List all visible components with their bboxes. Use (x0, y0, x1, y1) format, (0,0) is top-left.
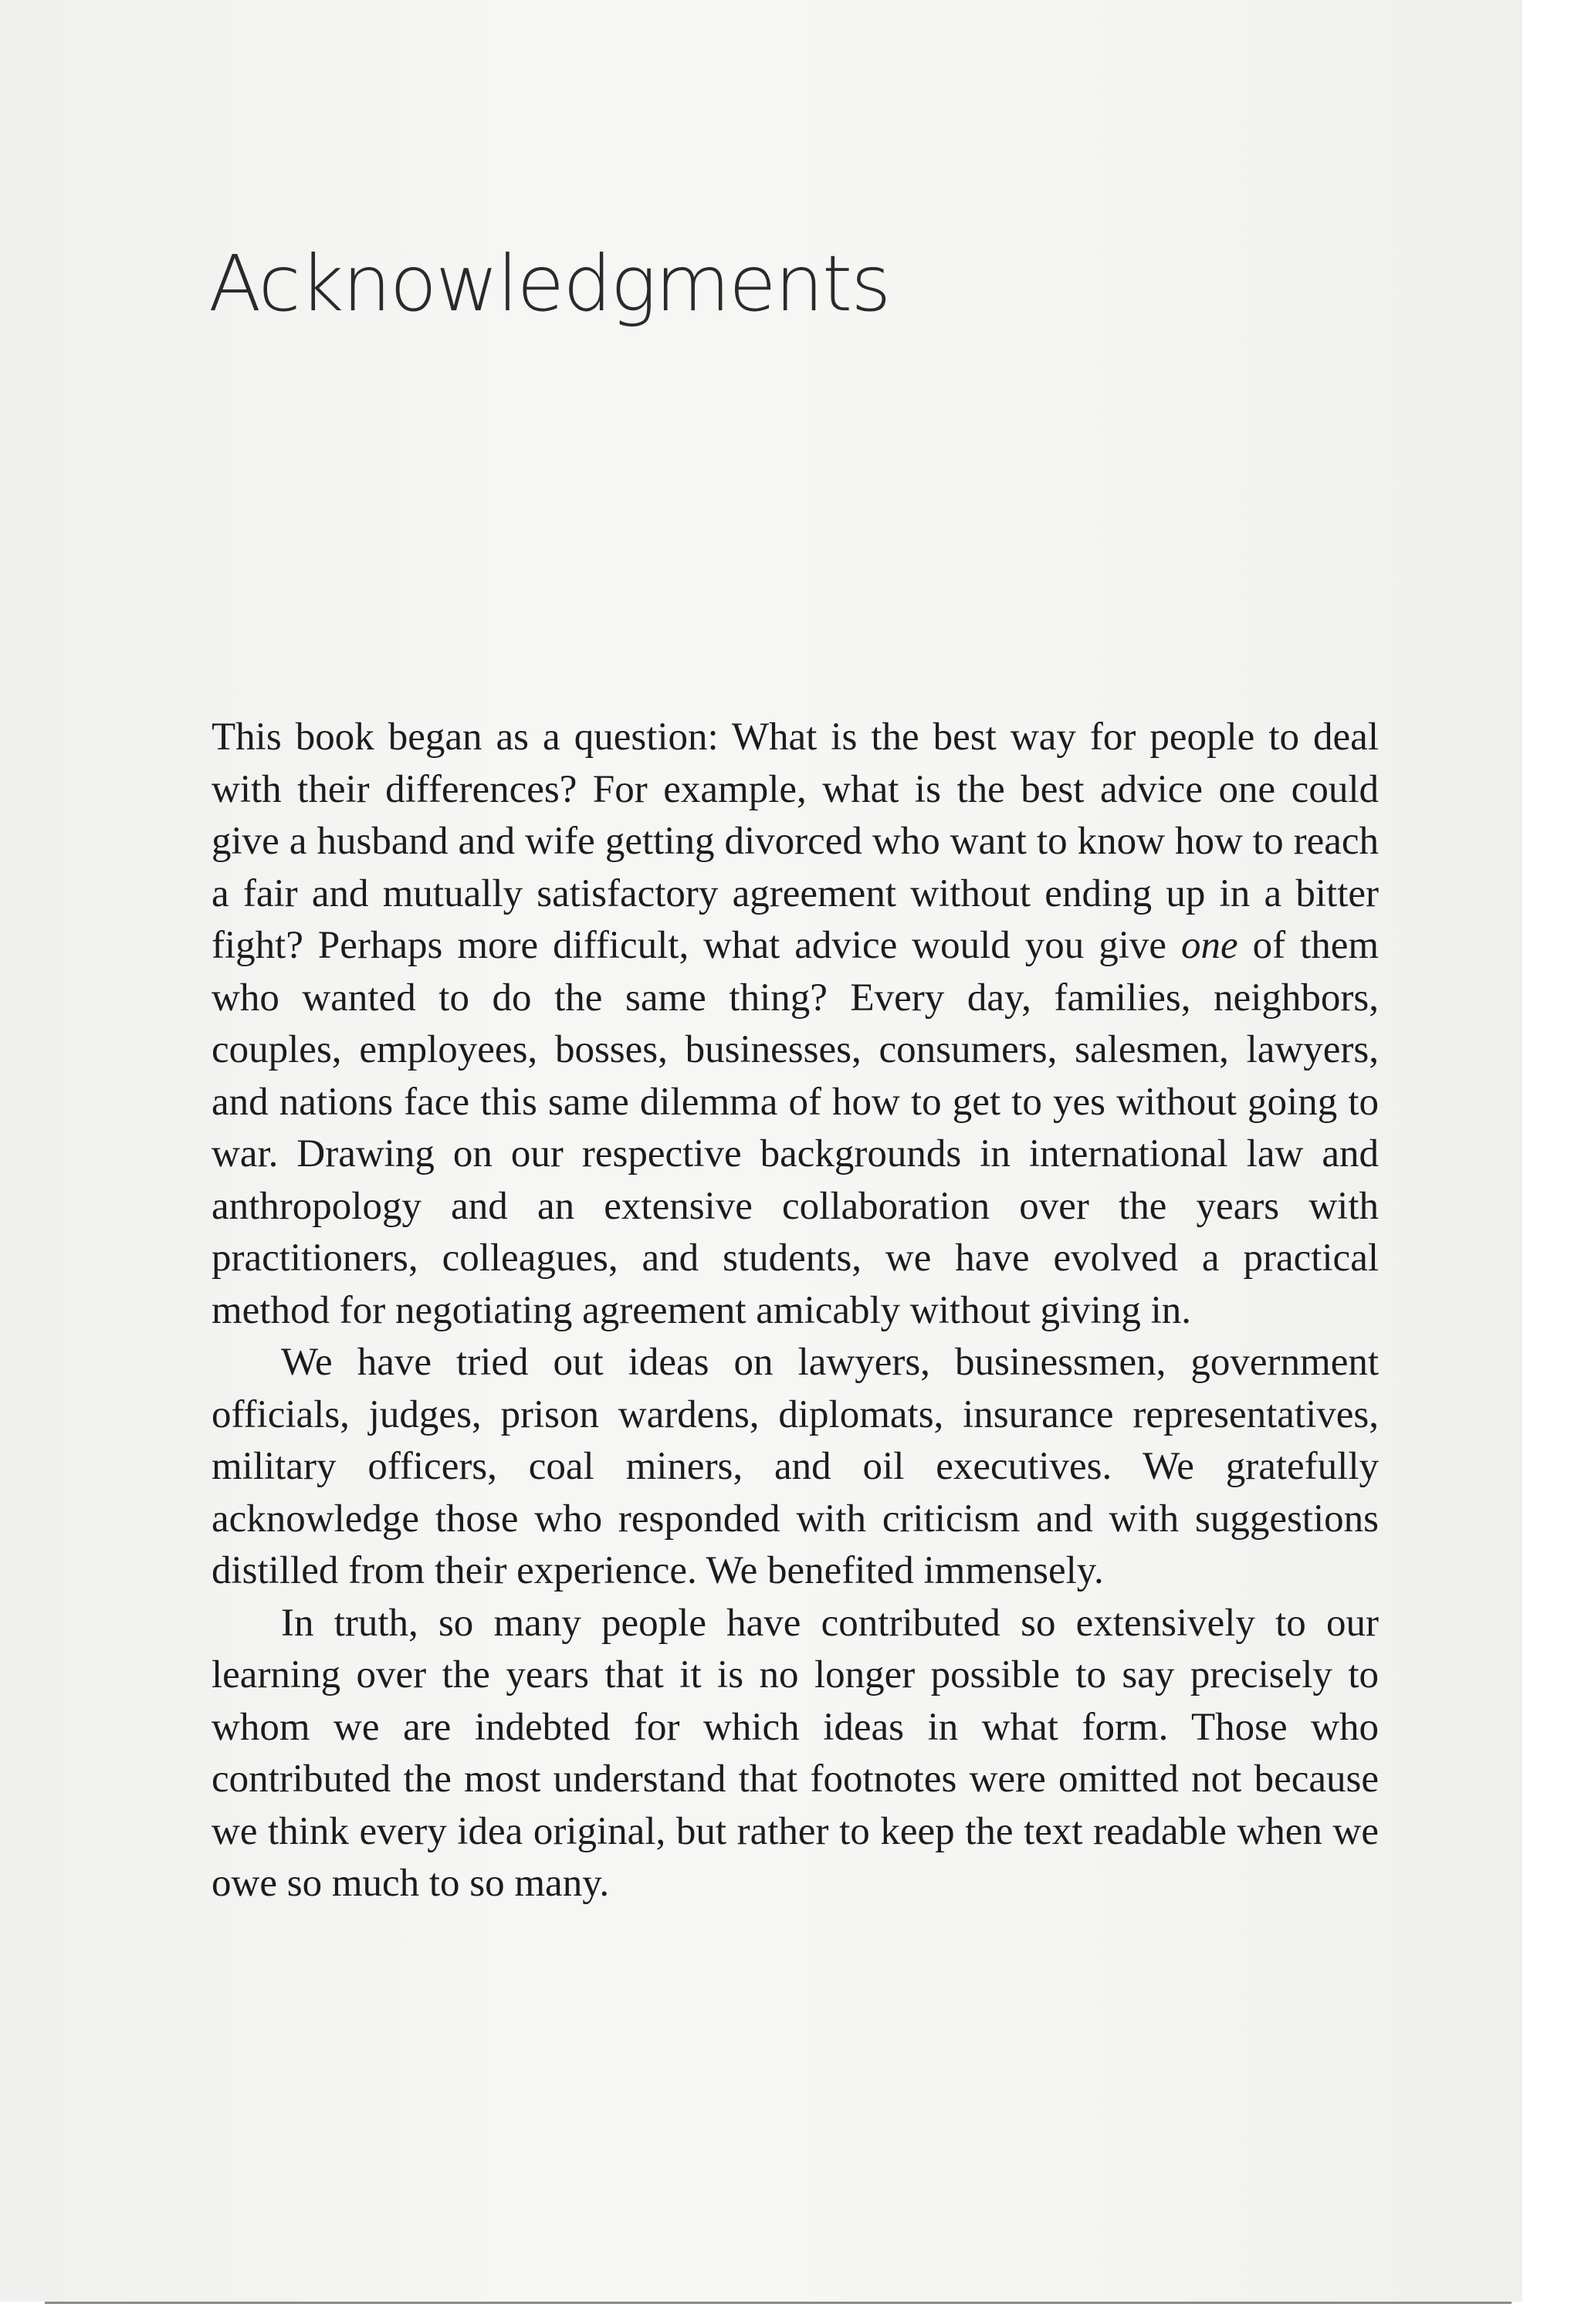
body-text (212, 712, 1379, 1910)
page-heading: Acknowledgments (208, 238, 890, 329)
paragraph-3: In truth, so many people have contributed so extensively to our learning over the years that it is no longer possible to say precisely to whom we are indebted for which ideas in what form. Those who contributed the most understand that footnotes were omitted not because we think every idea original, but rather to keep the text readable when we owe so much to so many. (212, 1601, 1379, 1905)
page-edge-rule (45, 2302, 1512, 2304)
paragraph-1-emphasis: one (1180, 924, 1238, 967)
paragraph-1 (212, 712, 1379, 1337)
paragraph-1-text-start: This book began as a question: What is the best way for people to deal with their differences? For example, what is the best advice one could give a husband and wife getting divorced who want to know how to reach a fair and mutually satisfactory agreement without ending up in a bitter fight? Perhaps more difficult, what advice would you give (212, 715, 1379, 967)
paragraph-1-text-end: of them who wanted to do the same thing? Every day, families, neighbors, couples, employees, bosses, businesses, consumers, salesmen, lawyers, and nations face this same dilemma of how to get to yes without going to war. Drawing on our respective backgrounds in international law and anthropology and an extensive collaboration over the years with practitioners, colleagues, and students, we have evolved a practical method for negotiating agreement amicably without giving in. (212, 924, 1380, 1332)
paragraph-2: We have tried out ideas on lawyers, businessmen, government officials, judges, prison wardens, diplomats, insurance representatives, military officers, coal miners, and oil executives. We gratefully acknowledge those who responded with criticism and with suggestions distilled from their experience. We benefited immensely. (212, 1341, 1379, 1592)
